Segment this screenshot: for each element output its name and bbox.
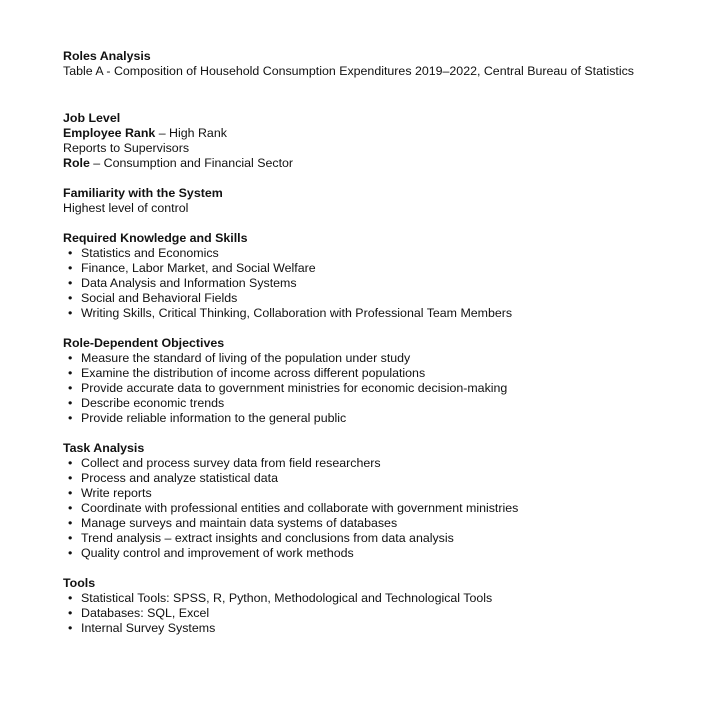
list-item [63,381,683,396]
list-item [63,621,683,636]
reports-to-line: Reports to Supervisors [63,141,190,155]
bullet-icon: • [68,276,73,290]
bullet-icon: • [68,246,73,260]
list-item-text: Quality control and improvement of work methods [81,546,354,560]
bullet-icon: • [68,366,73,380]
list-item-text: Collect and process survey data from field researchers [81,456,381,470]
list-item [63,306,683,321]
bullet-icon: • [68,531,73,545]
list-item [63,546,683,561]
list-item-text: Social and Behavioral Fields [81,291,238,305]
list-item-text: Internal Survey Systems [81,621,216,635]
bullet-icon: • [68,501,73,515]
bullet-icon: • [68,546,73,560]
bullet-icon: • [68,456,73,470]
list-item-text: Manage surveys and maintain data systems of databases [81,516,398,530]
section-heading: Task Analysis [63,441,145,455]
objectives-list [63,351,683,426]
list-item [63,246,683,261]
list-item-text: Write reports [81,486,152,500]
list-item-text: Measure the standard of living of the population under study [81,351,411,365]
list-item [63,471,683,486]
list-item [63,501,683,516]
list-item [63,606,683,621]
document [63,49,683,636]
list-item-text: Data Analysis and Information Systems [81,276,297,290]
section-heading: Required Knowledge and Skills [63,231,248,245]
list-item-text: Writing Skills, Critical Thinking, Collaboration with Professional Team Members [81,306,513,320]
section-heading: Familiarity with the System [63,186,223,200]
bullet-icon: • [68,411,73,425]
list-item [63,261,683,276]
tools-section [63,576,683,636]
list-item [63,396,683,411]
familiarity-value: Highest level of control [63,201,189,215]
bullet-icon: • [68,381,73,395]
list-item-text: Statistical Tools: SPSS, R, Python, Methodological and Technological Tools [81,591,493,605]
list-item [63,516,683,531]
employee-rank-label: Employee Rank [63,126,156,140]
list-item-text: Coordinate with professional entities and collaborate with government ministries [81,501,519,515]
list-item-text: Process and analyze statistical data [81,471,278,485]
list-item-text: Statistics and Economics [81,246,219,260]
list-item-text: Describe economic trends [81,396,225,410]
list-item [63,366,683,381]
list-item [63,486,683,501]
objectives-section [63,336,683,426]
bullet-icon: • [68,591,73,605]
bullet-icon: • [68,516,73,530]
bullet-icon: • [68,261,73,275]
list-item [63,276,683,291]
list-item [63,591,683,606]
bullet-icon: • [68,396,73,410]
familiarity-section [63,186,683,216]
tasks-section [63,441,683,561]
section-heading: Tools [63,576,96,590]
bullet-icon: • [68,306,73,320]
page-title: Roles Analysis [63,49,151,63]
list-item [63,351,683,366]
page-subtitle: Table A - Composition of Household Consumption Expenditures 2019–2022, Central Bureau of Statistics [63,64,634,78]
bullet-icon: • [68,606,73,620]
section-heading: Role-Dependent Objectives [63,336,225,350]
employee-rank-line [63,126,683,141]
role-label: Role [63,156,90,170]
list-item [63,531,683,546]
list-item-text: Finance, Labor Market, and Social Welfare [81,261,316,275]
role-line [63,156,683,171]
bullet-icon: • [68,351,73,365]
list-item [63,456,683,471]
bullet-icon: • [68,471,73,485]
knowledge-list [63,246,683,321]
section-heading: Job Level [63,111,121,125]
list-item [63,291,683,306]
list-item-text: Databases: SQL, Excel [81,606,210,620]
list-item-text: Provide reliable information to the general public [81,411,347,425]
list-item-text: Provide accurate data to government ministries for economic decision-making [81,381,508,395]
role-value: – Consumption and Financial Sector [89,156,294,170]
bullet-icon: • [68,486,73,500]
list-item-text: Examine the distribution of income across different populations [81,366,426,380]
list-item-text: Trend analysis – extract insights and conclusions from data analysis [81,531,454,545]
bullet-icon: • [68,621,73,635]
tools-list [63,591,683,636]
employee-rank-value: – High Rank [155,126,227,140]
tasks-list [63,456,683,561]
list-item [63,411,683,426]
job-level-section [63,111,683,171]
bullet-icon: • [68,291,73,305]
knowledge-section [63,231,683,321]
